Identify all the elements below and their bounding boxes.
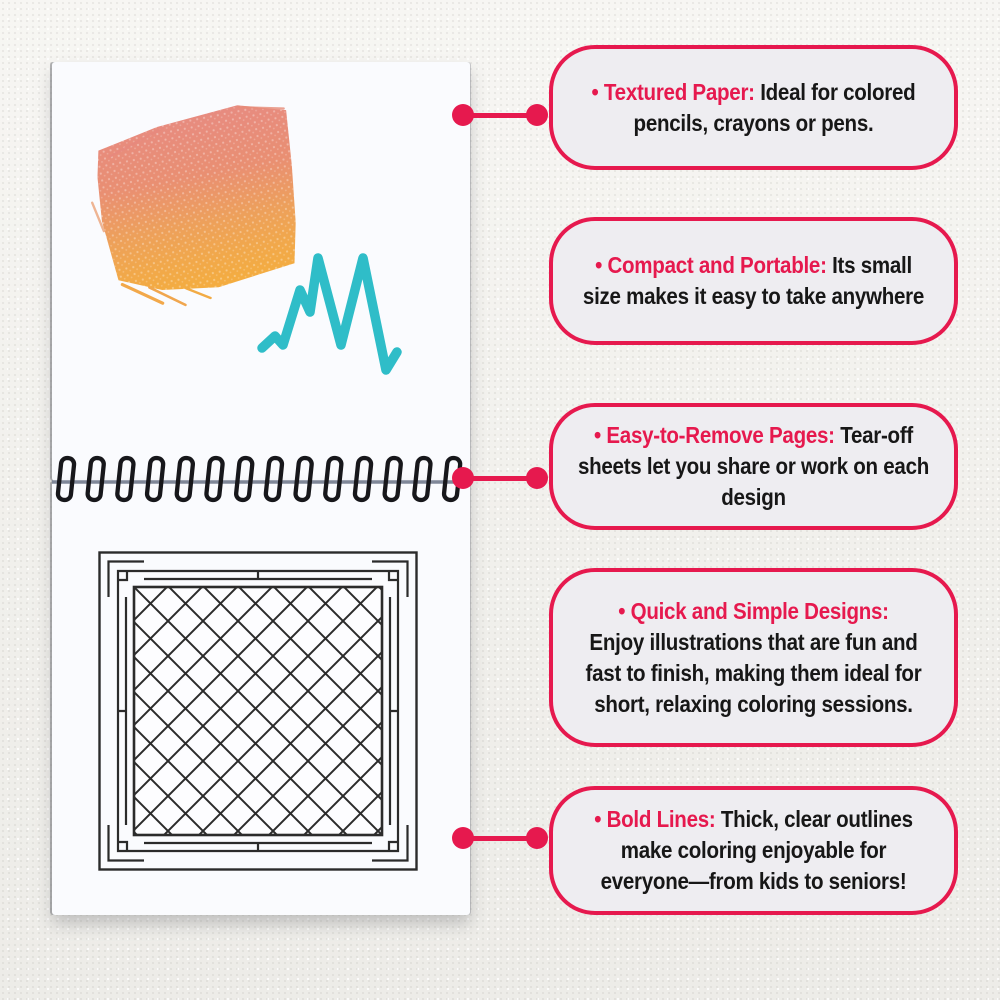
spiral-binding	[52, 452, 470, 516]
feature-heading: • Compact and Portable:	[595, 252, 827, 278]
notebook-bottom-page	[52, 481, 470, 915]
feature-bubble-textured-paper	[549, 45, 958, 170]
feature-text	[574, 77, 932, 139]
connector-dot	[526, 467, 548, 489]
feature-bubble-quick-simple-designs	[549, 568, 958, 747]
feature-text	[574, 804, 932, 897]
feature-body: Thick, clear outlines make coloring enjoyable for everyone—from kids to seniors!	[600, 806, 913, 894]
connector-bold-lines	[448, 825, 552, 851]
feature-body: Enjoy illustrations that are fun and fast to finish, making them ideal for short, relaxing coloring sessions.	[585, 628, 922, 717]
feature-body: Its small size makes it easy to take anywhere	[582, 252, 925, 309]
pencil-gradient-patch	[79, 96, 319, 318]
feature-bubble-bold-lines	[549, 786, 958, 915]
feature-bubble-compact-portable	[549, 217, 958, 345]
feature-heading: • Bold Lines:	[594, 806, 716, 832]
feature-heading: • Easy-to-Remove Pages:	[594, 422, 835, 448]
feature-body: Tear-off sheets let you share or work on each design	[577, 422, 930, 510]
feature-bubble-easy-remove-pages	[549, 403, 958, 530]
connector-dot	[526, 827, 548, 849]
feature-heading: • Quick and Simple Designs:	[618, 597, 889, 624]
connector-textured-paper	[448, 102, 552, 128]
notebook-top-page	[52, 62, 470, 481]
feature-text	[574, 596, 932, 720]
binding-coils	[57, 457, 460, 500]
connector-dot	[526, 104, 548, 126]
geometric-coloring-design	[98, 551, 418, 871]
connector-dot	[452, 104, 474, 126]
feature-text	[574, 250, 932, 312]
feature-heading: • Textured Paper:	[591, 78, 755, 105]
connector-remove-pages	[448, 465, 552, 491]
connector-dot	[452, 827, 474, 849]
teal-marker-scribble	[262, 258, 397, 370]
feature-body: Ideal for colored pencils, crayons or pens.	[633, 78, 916, 136]
scribble-artwork	[52, 62, 470, 481]
connector-dot	[452, 467, 474, 489]
feature-text	[574, 420, 932, 513]
